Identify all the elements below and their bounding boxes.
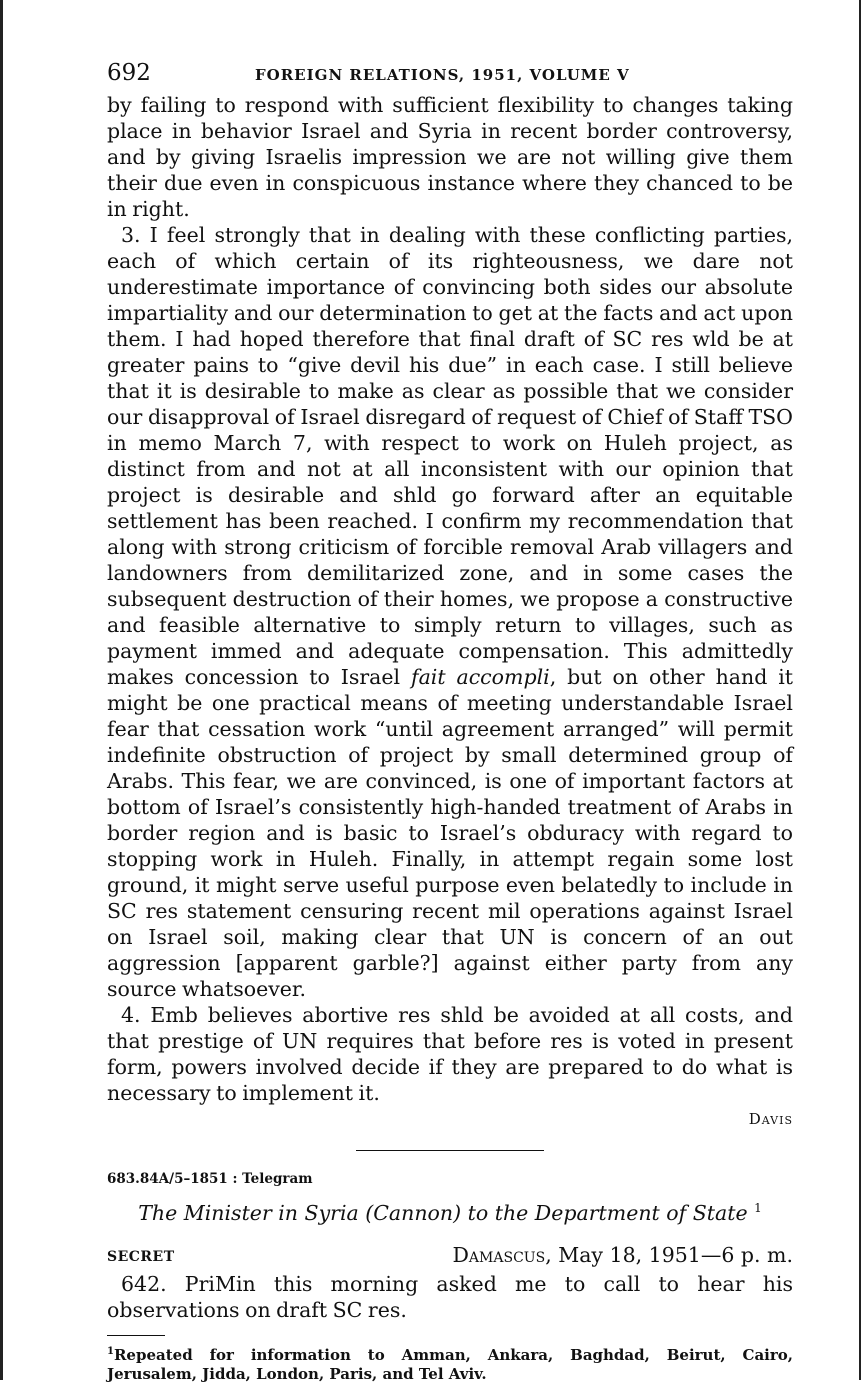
footnote-marker: 1: [107, 1346, 114, 1357]
document-reference: 683.84A/5–1851 : Telegram: [107, 1171, 313, 1187]
footnote-marker-heading: 1: [754, 1201, 762, 1216]
footnote: [107, 1342, 793, 1384]
telegram-text: [107, 1271, 793, 1323]
classification: SECRET: [107, 1249, 175, 1265]
footnote-rule: [107, 1335, 165, 1336]
paragraph-continuation: by failing to respond with sufficient flexibility to changes taking place in behavior Israel and Syria in recent border controversy, and by giving Israelis impression we are not willing give them their due even in conspicuous instance where they chanced to be in right.: [107, 93, 793, 221]
paragraph-4: 4. Emb believes abortive res shld be avoided at all costs, and that prestige of UN requires that before res is voted in present form, powers involved decide if they are prepared to do what is necessary to implement it.: [107, 1003, 793, 1105]
document-heading-text: The Minister in Syria (Cannon) to the Department of State: [138, 1201, 748, 1225]
paragraph-3: [107, 222, 793, 1002]
dateline-city: Damascus: [452, 1243, 546, 1267]
paragraph-3-end: , but on other hand it might be one practical means of meeting understandable Israel fear that cessation work “until agreement arranged” will permit indefinite obstruction of project by small determined group of Arabs. This fear, we are convinced, is one of important factors at bottom of Israel’s consistently high-handed treatment of Arabs in border region and is basic to Israel’s obduracy with regard to stopping work in Huleh. Finally, in attempt regain some lost ground, it might serve useful purpose even belatedly to include in SC res statement censuring recent mil operations against Israel on Israel soil, making clear that UN is concern of an out aggression [apparent garble?] against either party from any source whatsoever.: [107, 665, 794, 1001]
footnote-text: Repeated for information to Amman, Ankara, Baghdad, Beirut, Cairo, Jerusalem, Jidda, London, Paris, and Tel Aviv.: [107, 1346, 793, 1383]
page-number: 692: [107, 60, 151, 86]
document-heading: [107, 1201, 793, 1225]
paragraph-3-start: 3. I feel strongly that in dealing with these conflicting parties, each of which certain of its righteousness, we dare not underestimate importance of convincing both sides our absolute impartiality and our determination to get at the facts and act upon them. I had hoped therefore that final draft of SC res wld be at greater pains to “give devil his due” in each case. I still believe that it is desirable to make as clear as possible that we consider our disapproval of Israel disregard of request of Chief of Staff TSO in memo March 7, with respect to work on Huleh project, as distinct from and not at all inconsistent with our opinion that project is desirable and shld go forward after an equitable settlement has been reached. I confirm my recommendation that along with strong criticism of forcible removal Arab villagers and landowners from demilitarized zone, and in some cases the subsequent destruction of their homes, we propose a constructive and feasible alternative to simply return to villages, such as payment immed and adequate compensation. This admittedly makes concession to Israel: [107, 223, 793, 689]
document-page: [107, 58, 793, 1384]
body-text: [107, 92, 793, 1128]
dateline-date: , May 18, 1951—6 p. m.: [545, 1243, 793, 1267]
signature: Davis: [748, 1110, 793, 1128]
running-title: FOREIGN RELATIONS, 1951, VOLUME V: [255, 66, 630, 84]
telegram-opening: 642. PriMin this morning asked me to call to hear his observations on draft SC res.: [107, 1272, 793, 1322]
classification-row: [107, 1243, 793, 1271]
dateline: [453, 1243, 794, 1267]
scan-edge-left: [0, 0, 3, 1380]
running-head: [107, 58, 793, 92]
paragraph-3-italic: fait accompli: [410, 665, 550, 689]
section-divider: [356, 1150, 544, 1151]
